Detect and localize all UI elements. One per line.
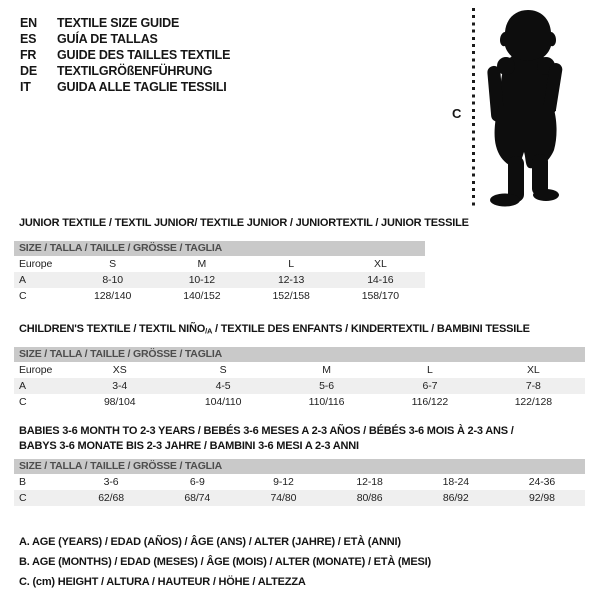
babies-title-line1: BABIES 3-6 MONTH TO 2-3 YEARS / BEBÉS 3-6 MESES A 2-3 AÑOS / BÉBÉS 3-6 MOIS À 2-3 ANS / (19, 425, 514, 437)
table-row-europe (14, 362, 585, 378)
legend-line-c: C. (cm) HEIGHT / ALTURA / HAUTEUR / HÖHE / ALTEZZA (19, 576, 306, 588)
babies-table-title (19, 424, 514, 454)
junior-size-table (14, 241, 425, 304)
age-value: 9-12 (273, 476, 294, 488)
junior-table-title: JUNIOR TEXTILE / TEXTIL JUNIOR/ TEXTILE JUNIOR / JUNIORTEXTIL / JUNIOR TESSILE (19, 217, 469, 229)
size-header-bar: SIZE / TALLA / TAILLE / GRÖSSE / TAGLIA (14, 241, 425, 256)
table-row-age (14, 272, 425, 288)
row-label: A (19, 380, 26, 392)
age-value: 14-16 (367, 274, 394, 286)
age-value: 5-6 (319, 380, 334, 392)
age-value: 6-7 (422, 380, 438, 392)
lang-title: TEXTILGRÖßENFÜHRUNG (57, 64, 213, 78)
height-measure-dotted-line (472, 8, 475, 207)
size-value: M (197, 258, 207, 270)
lang-row-en (20, 15, 230, 31)
height-value: 86/92 (442, 492, 469, 504)
children-title-subscript: /A (205, 326, 213, 336)
children-size-table (14, 347, 585, 410)
baby-silhouette-icon (477, 6, 573, 208)
row-label: A (19, 274, 26, 286)
age-value: 3-4 (112, 380, 128, 392)
lang-title: GUÍA DE TALLAS (57, 32, 158, 46)
size-header-bar: SIZE / TALLA / TAILLE / GRÖSSE / TAGLIA (14, 459, 585, 474)
legend-line-b: B. AGE (MONTHS) / EDAD (MESES) / ÂGE (MOIS) / ALTER (MONATE) / ETÀ (MESI) (19, 556, 431, 568)
table-row-age (14, 378, 585, 394)
height-value: 152/158 (272, 290, 310, 302)
lang-title: GUIDE DES TAILLES TEXTILE (57, 48, 231, 62)
age-value: 12-13 (277, 274, 305, 286)
size-value: XS (112, 364, 127, 376)
height-value: 104/110 (204, 396, 242, 408)
row-label: C (19, 290, 27, 302)
height-value: 74/80 (270, 492, 297, 504)
lang-code: EN (20, 16, 37, 30)
lang-code: ES (20, 32, 37, 46)
table-row-age-months (14, 474, 585, 490)
lang-row-es (20, 31, 230, 47)
lang-code: FR (20, 48, 37, 62)
size-value: XL (374, 258, 387, 270)
row-label: Europe (19, 258, 53, 270)
size-header-bar: SIZE / TALLA / TAILLE / GRÖSSE / TAGLIA (14, 347, 585, 362)
lang-row-it (20, 79, 230, 95)
age-value: 24-36 (528, 476, 556, 488)
age-value: 10-12 (188, 274, 216, 286)
babies-size-table (14, 459, 585, 506)
measure-legend (19, 536, 431, 596)
size-value: L (288, 258, 294, 270)
height-value: 62/68 (98, 492, 124, 504)
age-value: 4-5 (215, 380, 231, 392)
age-value: 8-10 (102, 274, 123, 286)
height-value: 140/152 (183, 290, 221, 302)
height-value: 92/98 (529, 492, 555, 504)
size-value: S (219, 364, 227, 376)
row-label: Europe (19, 364, 53, 376)
height-value: 80/86 (356, 492, 383, 504)
table-row-height (14, 288, 425, 304)
age-value: 12-18 (356, 476, 383, 488)
measure-c-label: C (452, 106, 462, 121)
age-value: 3-6 (103, 476, 119, 488)
size-value: M (322, 364, 331, 376)
height-value: 122/128 (514, 396, 552, 408)
table-row-height (14, 490, 585, 506)
lang-code: DE (20, 64, 37, 78)
legend-line-a: A. AGE (YEARS) / EDAD (AÑOS) / ÂGE (ANS) / ALTER (JAHRE) / ETÀ (ANNI) (19, 536, 401, 548)
babies-title-line2: BABYS 3-6 MONATE BIS 2-3 JAHRE / BAMBINI 3-6 MESI A 2-3 ANNI (19, 440, 359, 452)
lang-title: GUIDA ALLE TAGLIE TESSILI (57, 80, 227, 94)
row-label: B (19, 476, 26, 488)
children-table-title (19, 322, 530, 339)
size-value: S (109, 258, 117, 270)
height-value: 68/74 (184, 492, 211, 504)
height-value: 98/104 (103, 396, 136, 408)
children-title-part: CHILDREN'S TEXTILE / TEXTIL NIÑO (19, 323, 206, 335)
height-value: 128/140 (93, 290, 132, 302)
language-list (20, 15, 230, 95)
size-value: XL (527, 364, 540, 376)
height-value: 116/122 (411, 396, 449, 408)
row-label: C (19, 492, 27, 504)
age-value: 6-9 (189, 476, 205, 488)
table-row-europe (14, 256, 425, 272)
lang-code: IT (20, 80, 31, 94)
lang-row-fr (20, 47, 230, 63)
lang-title: TEXTILE SIZE GUIDE (57, 16, 180, 30)
size-value: L (427, 364, 433, 376)
table-row-height (14, 394, 585, 410)
lang-row-de (20, 63, 230, 79)
row-label: C (19, 396, 27, 408)
height-value: 110/116 (308, 396, 345, 408)
height-value: 158/170 (361, 290, 399, 302)
age-value: 18-24 (442, 476, 469, 488)
children-title-part: / TEXTILE DES ENFANTS / KINDERTEXTIL / BAMBINI TESSILE (212, 323, 530, 335)
age-value: 7-8 (525, 380, 541, 392)
